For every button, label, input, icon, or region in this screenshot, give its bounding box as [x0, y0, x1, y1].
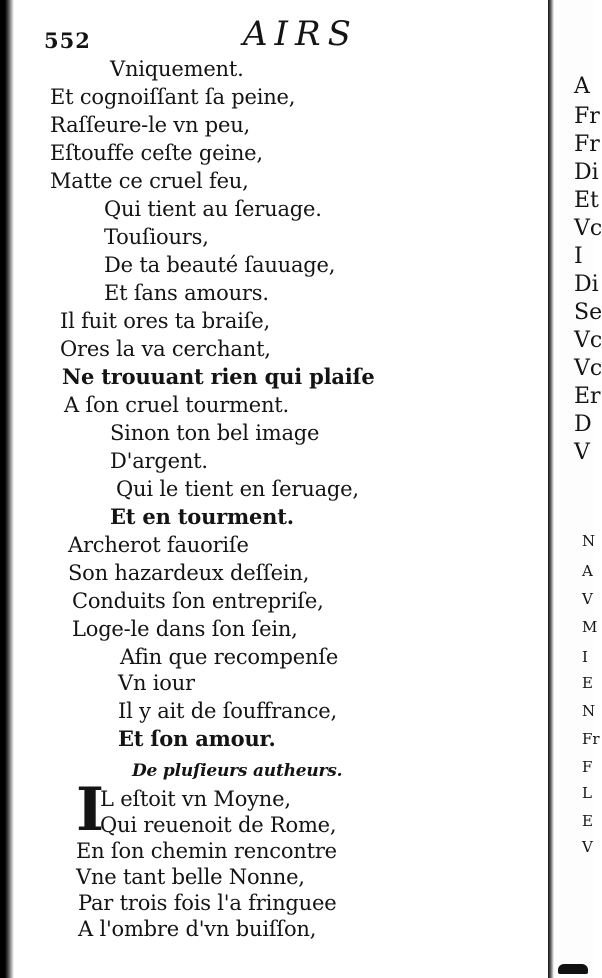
verse-line: Par trois fois l'a fringuee	[78, 891, 337, 915]
verse-line: Son hazardeux deſſein,	[68, 561, 310, 585]
facing-page	[548, 0, 602, 978]
verse-line: Et ſans amours.	[104, 281, 269, 305]
verse-line: Vniquement.	[110, 57, 244, 81]
verse-line: Eſtouffe ceſte geine,	[50, 141, 263, 165]
page-corner-mark	[558, 964, 588, 974]
verse-line: Matte ce cruel feu,	[50, 169, 249, 193]
facing-page-line: F	[582, 758, 593, 776]
verse-line: Il y ait de ſouffrance,	[118, 699, 337, 723]
verse-line: Raſſeure-le vn peu,	[50, 113, 251, 137]
verse-line: A l'ombre d'vn buiſſon,	[78, 917, 317, 941]
facing-page-line: Di	[574, 160, 599, 185]
facing-page-line: V	[582, 590, 593, 608]
attribution-line: De pluſieurs autheurs.	[132, 761, 343, 781]
facing-page-edge	[548, 0, 554, 978]
verse-line: Archerot fauoriſe	[68, 533, 249, 557]
verse-line: Qui reuenoit de Rome,	[100, 813, 337, 837]
facing-page-line: E	[582, 812, 593, 830]
verse-line: D'argent.	[110, 449, 208, 473]
running-head: AIRS	[243, 14, 358, 54]
facing-page-line: Fr	[574, 104, 600, 129]
verse-line: Touſiours,	[104, 225, 209, 249]
verse-line: Afin que recompenſe	[120, 645, 339, 669]
facing-page-line: E	[582, 674, 593, 692]
facing-page-line: Vc	[574, 356, 602, 381]
verse-line: Et ſon amour.	[118, 726, 276, 751]
facing-page-line: L	[582, 784, 592, 802]
facing-page-line: I	[574, 244, 583, 269]
verse-line: L eſtoit vn Moyne,	[100, 787, 291, 811]
facing-page-line: M	[582, 618, 598, 636]
verse-line: Et cognoiſſant ſa peine,	[50, 85, 296, 109]
facing-page-line: V	[582, 838, 593, 856]
facing-page-line: Se	[574, 300, 602, 325]
facing-page-line: Vc	[574, 328, 602, 353]
facing-page-line: Fr	[574, 132, 600, 157]
facing-page-line: Fr	[582, 730, 600, 748]
verse-line: Ne trouuant rien qui plaiſe	[62, 364, 375, 389]
drop-cap: I	[76, 775, 105, 845]
verse-line: Loge-le dans ſon ſein,	[72, 617, 298, 641]
verse-line: A ſon cruel tourment.	[64, 393, 290, 417]
verse-line: En ſon chemin rencontre	[76, 839, 337, 863]
facing-page-line: A	[582, 562, 593, 580]
verse-line: Qui tient au ſeruage.	[104, 197, 322, 221]
verse-line: Il fuit ores ta braiſe,	[60, 309, 271, 333]
verse-line: Conduits ſon entrepriſe,	[72, 589, 324, 613]
verse-line: Ores la va cerchant,	[60, 337, 271, 361]
verse-line: Qui le tient en ſeruage,	[116, 477, 359, 501]
verse-line: De ta beauté ſauuage,	[104, 253, 336, 277]
facing-page-line: N	[582, 532, 596, 550]
facing-page-line: A	[574, 74, 590, 99]
verse-line: Sinon ton bel image	[110, 421, 320, 445]
facing-page-line: V	[574, 440, 590, 465]
verse-line: Et en tourment.	[110, 504, 294, 529]
facing-page-line: I	[582, 648, 588, 666]
page-number: 552	[44, 28, 91, 53]
facing-page-line: Di	[574, 272, 599, 297]
facing-page-line: Et	[574, 188, 599, 213]
facing-page-line: N	[582, 702, 596, 720]
facing-page-line: Vc	[574, 216, 602, 241]
facing-page-line: Er	[574, 384, 601, 409]
verse-line: Vn iour	[118, 671, 195, 695]
verse-line: Vne tant belle Nonne,	[76, 865, 305, 889]
gutter	[500, 0, 548, 978]
facing-page-line: D	[574, 412, 592, 437]
